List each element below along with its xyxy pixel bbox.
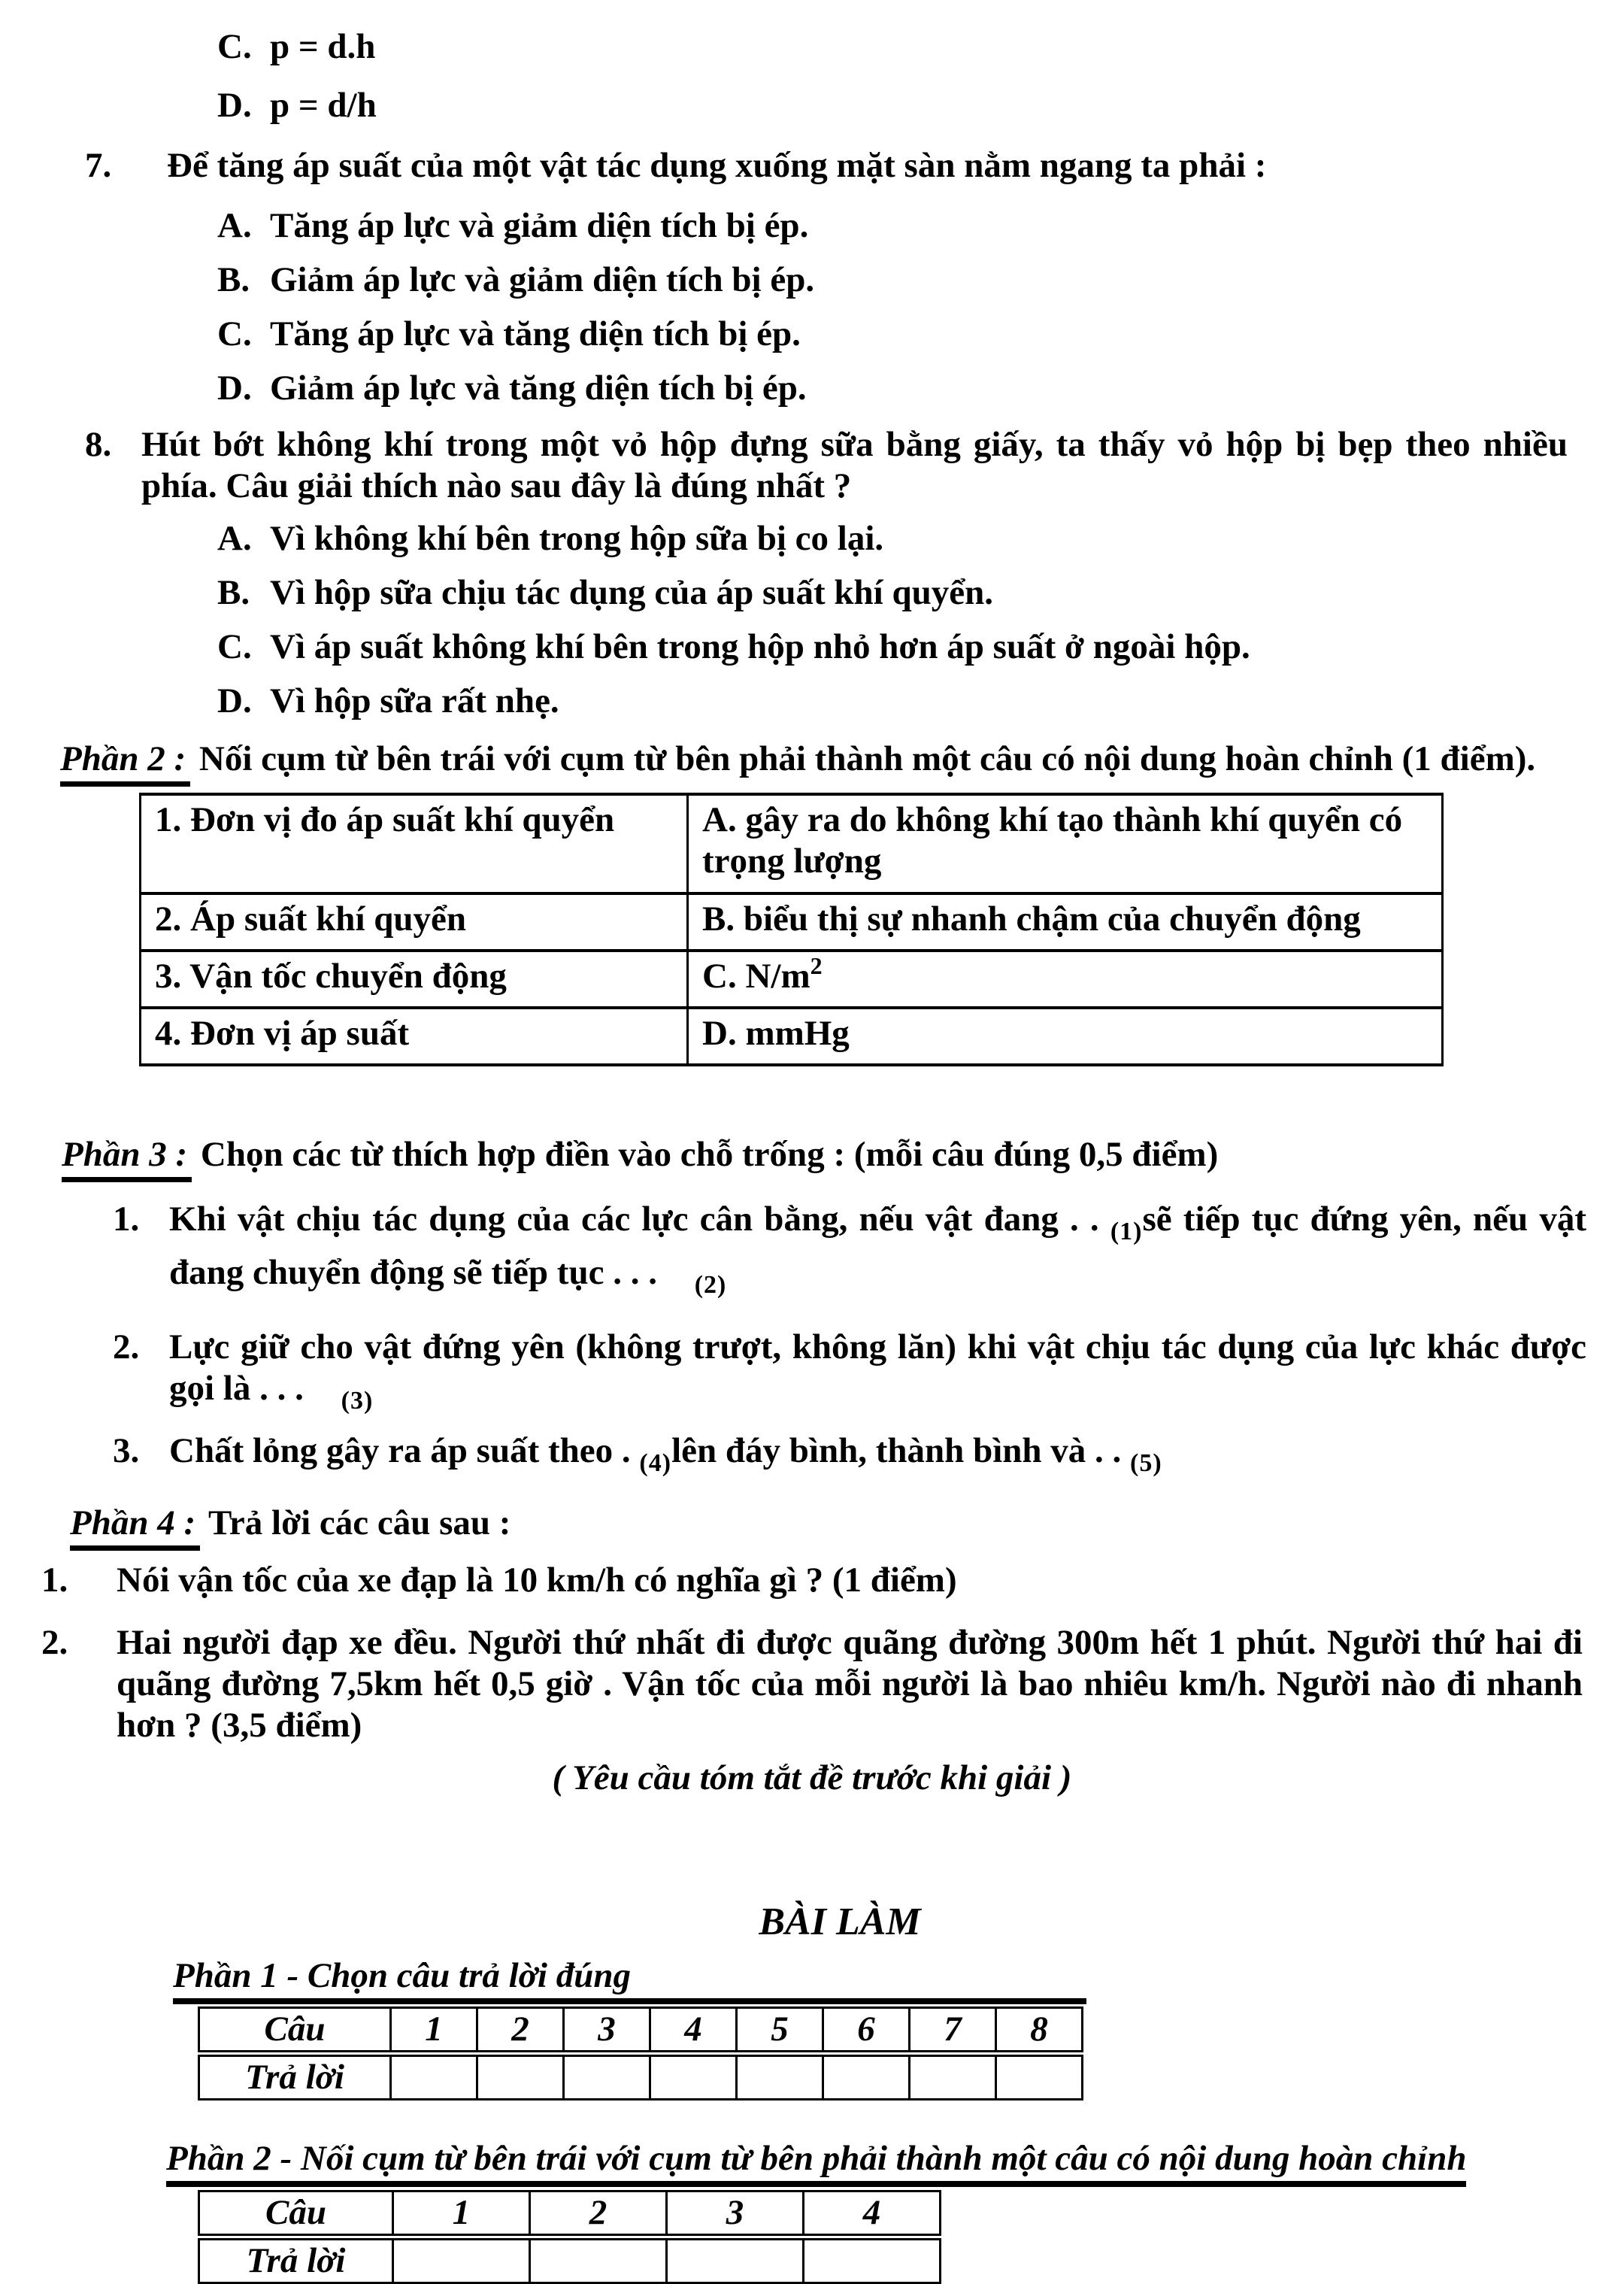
fill-blank-item-3: [113, 1430, 1586, 1484]
answer-part2-heading: Phần 2 - Nối cụm từ bên trái với cụm từ bên phải thành một câu có nội dung hoàn chỉnh: [166, 2138, 1466, 2187]
row-label-cell: Trả lời: [199, 2237, 393, 2283]
blank-marker: (1): [1110, 1218, 1143, 1245]
option-letter: B.: [217, 573, 250, 612]
option-text: Vì áp suất không khí bên trong hộp nhỏ hơn áp suất ở ngoài hộp.: [270, 627, 1250, 666]
part2-heading-text: Nối cụm từ bên trái với cụm từ bên phải thành một câu có nội dung hoàn chỉnh (1 điểm).: [198, 739, 1536, 778]
item-number: 3.: [113, 1431, 140, 1470]
part2-heading: [60, 739, 1624, 787]
item-text: Chất lỏng gây ra áp suất theo . $_{(4)}$lên đáy bình, thành bình và . . $_{(5)}$: [169, 1431, 1162, 1477]
matching-table: [139, 793, 1444, 1066]
column-header: 3: [667, 2191, 804, 2237]
part4-heading-text: Trả lời các câu sau :: [208, 1503, 511, 1542]
option-text: Tăng áp lực và tăng diện tích bị ép.: [270, 314, 801, 353]
option-text: Tăng áp lực và giảm diện tích bị ép.: [270, 206, 809, 245]
option-text: Giảm áp lực và tăng diện tích bị ép.: [270, 369, 807, 408]
column-header: 1: [391, 2008, 477, 2054]
item-text: Khi vật chịu tác dụng của các lực cân bằng, nếu vật đang . . $_{(1)}$sẽ tiếp tục đứng yên, nếu vật đang chuyển động sẽ tiếp tục . . . $_{(2)}$: [169, 1200, 1586, 1299]
question-8-option-a: [217, 518, 1624, 560]
table-row: [141, 794, 1443, 893]
option-text: Vì không khí bên trong hộp sữa bị co lại.: [270, 519, 884, 558]
column-header: 6: [823, 2008, 910, 2054]
table-row: [199, 2008, 1083, 2054]
question-8-option-d: [217, 681, 1624, 722]
option-letter: C.: [217, 27, 252, 66]
question-number: 7.: [85, 146, 112, 185]
column-header: 5: [737, 2008, 823, 2054]
answer-cell: [996, 2054, 1083, 2100]
question-7-option-d: [217, 368, 1624, 409]
question-7: [85, 145, 1564, 187]
match-right-cell: A. gây ra do không khí tạo thành khí quyển có trọng lượng: [688, 794, 1443, 893]
item-number: 2.: [41, 1623, 68, 1662]
option-text: p = d.h: [270, 27, 376, 66]
item-text: Lực giữ cho vật đứng yên (không trượt, không lăn) khi vật chịu tác dụng của lực khác được gọi là . . . $_{(3)}$: [169, 1327, 1586, 1415]
answer-cell: [391, 2054, 477, 2100]
option-text: Giảm áp lực và giảm diện tích bị ép.: [270, 260, 815, 299]
option-text: Vì hộp sữa rất nhẹ.: [270, 681, 559, 720]
column-header: 7: [910, 2008, 996, 2054]
column-header: 8: [996, 2008, 1083, 2054]
table-row: [199, 2191, 941, 2237]
question-text: Hút bớt không khí trong một vỏ hộp đựng sữa bằng giấy, ta thấy vỏ hộp bị bẹp theo nhiều phía. Câu giải thích nào sau đây là đúng nhất ?: [141, 425, 1568, 505]
question-8-option-b: [217, 572, 1624, 614]
column-header: 4: [650, 2008, 737, 2054]
column-header: 4: [804, 2191, 941, 2237]
question-7-option-b: [217, 259, 1624, 301]
option-letter: B.: [217, 260, 250, 299]
column-header: 3: [564, 2008, 650, 2054]
option-letter: A.: [217, 519, 252, 558]
blank-marker: (4): [639, 1449, 672, 1477]
answer-sheet-title: BÀI LÀM: [759, 1900, 921, 1943]
table-row: [199, 2237, 941, 2283]
part4-heading: [70, 1503, 1624, 1551]
answer-cell: [650, 2054, 737, 2100]
question-7-option-a: [217, 205, 1624, 247]
match-right-cell: B. biểu thị sự nhanh chậm của chuyển động: [688, 893, 1443, 951]
answer-cell: [667, 2237, 804, 2283]
essay-question-1: [41, 1560, 1583, 1601]
question-8: [85, 424, 1568, 507]
row-label-cell: Câu: [199, 2191, 393, 2237]
option-letter: C.: [217, 314, 252, 353]
item-number: 1.: [41, 1561, 68, 1600]
answer-cell: [804, 2237, 941, 2283]
answer-cell: [737, 2054, 823, 2100]
match-left-cell: 4. Đơn vị áp suất: [141, 1008, 688, 1065]
exam-document-page: [0, 26, 1624, 2280]
table-row: [141, 951, 1443, 1008]
answer-cell: [823, 2054, 910, 2100]
blank-marker: (5): [1130, 1449, 1162, 1477]
option-letter: C.: [217, 627, 252, 666]
answer-cell: [564, 2054, 650, 2100]
column-header: 2: [530, 2191, 667, 2237]
fill-blank-item-2: [113, 1327, 1586, 1421]
fill-blank-item-1: [113, 1199, 1586, 1306]
table-row: [199, 2054, 1083, 2100]
option-letter: D.: [217, 681, 252, 720]
part3-heading-label: Phần 3 :: [62, 1134, 192, 1182]
row-label-cell: Trả lời: [199, 2054, 391, 2100]
option-letter: D.: [217, 369, 252, 408]
question-8-option-c: [217, 626, 1624, 668]
answer-cell: [477, 2054, 564, 2100]
part2-heading-label: Phần 2 :: [60, 739, 190, 787]
table-row: [141, 893, 1443, 951]
column-header: 2: [477, 2008, 564, 2054]
option-text: p = d/h: [270, 86, 377, 125]
essay-question-2: [41, 1622, 1583, 1746]
match-left-cell: 2. Áp suất khí quyển: [141, 893, 688, 951]
answer-table-part1: [198, 2006, 1083, 2100]
table-row: [141, 1008, 1443, 1065]
answer-part1-heading: Phần 1 - Chọn câu trả lời đúng: [173, 1955, 1086, 2004]
part3-heading-text: Chọn các từ thích hợp điền vào chỗ trống : (mỗi câu đúng 0,5 điểm): [200, 1135, 1219, 1174]
match-right-cell: D. mmHg: [688, 1008, 1443, 1065]
answer-cell: [530, 2237, 667, 2283]
item-number: 1.: [113, 1200, 140, 1239]
solve-note: ( Yêu cầu tóm tắt đề trước khi giải ): [552, 1758, 1072, 1797]
blank-marker: (2): [694, 1271, 727, 1299]
option-letter: A.: [217, 206, 252, 245]
answer-table-part2: [198, 2190, 941, 2284]
item-text: Nói vận tốc của xe đạp là 10 km/h có nghĩa gì ? (1 điểm): [117, 1561, 957, 1600]
item-number: 2.: [113, 1327, 140, 1366]
answer-cell: [393, 2237, 530, 2283]
intro-option-c: [217, 26, 1624, 68]
item-text: Hai người đạp xe đều. Người thứ nhất đi được quãng đường 300m hết 1 phút. Người thứ hai đi quãng đường 7,5km hết 0,5 giờ . Vận tốc của mỗi người là bao nhiêu km/h. Người nào đi nhanh hơn ? (3,5 điểm): [117, 1623, 1583, 1745]
part3-heading: [62, 1134, 1624, 1182]
superscript: 2: [810, 952, 823, 979]
match-left-cell: 1. Đơn vị đo áp suất khí quyển: [141, 794, 688, 893]
match-left-cell: 3. Vận tốc chuyển động: [141, 951, 688, 1008]
row-label-cell: Câu: [199, 2008, 391, 2054]
column-header: 1: [393, 2191, 530, 2237]
answer-cell: [910, 2054, 996, 2100]
question-7-option-c: [217, 314, 1624, 355]
match-right-cell: C. $N/m^2$: [688, 951, 1443, 1008]
question-number: 8.: [85, 425, 112, 464]
blank-marker: (3): [341, 1387, 374, 1415]
option-letter: D.: [217, 86, 252, 125]
option-text: Vì hộp sữa chịu tác dụng của áp suất khí quyển.: [270, 573, 993, 612]
intro-option-d: [217, 85, 1624, 126]
question-text: Để tăng áp suất của một vật tác dụng xuống mặt sàn nằm ngang ta phải :: [167, 146, 1267, 185]
part4-heading-label: Phần 4 :: [70, 1503, 200, 1551]
